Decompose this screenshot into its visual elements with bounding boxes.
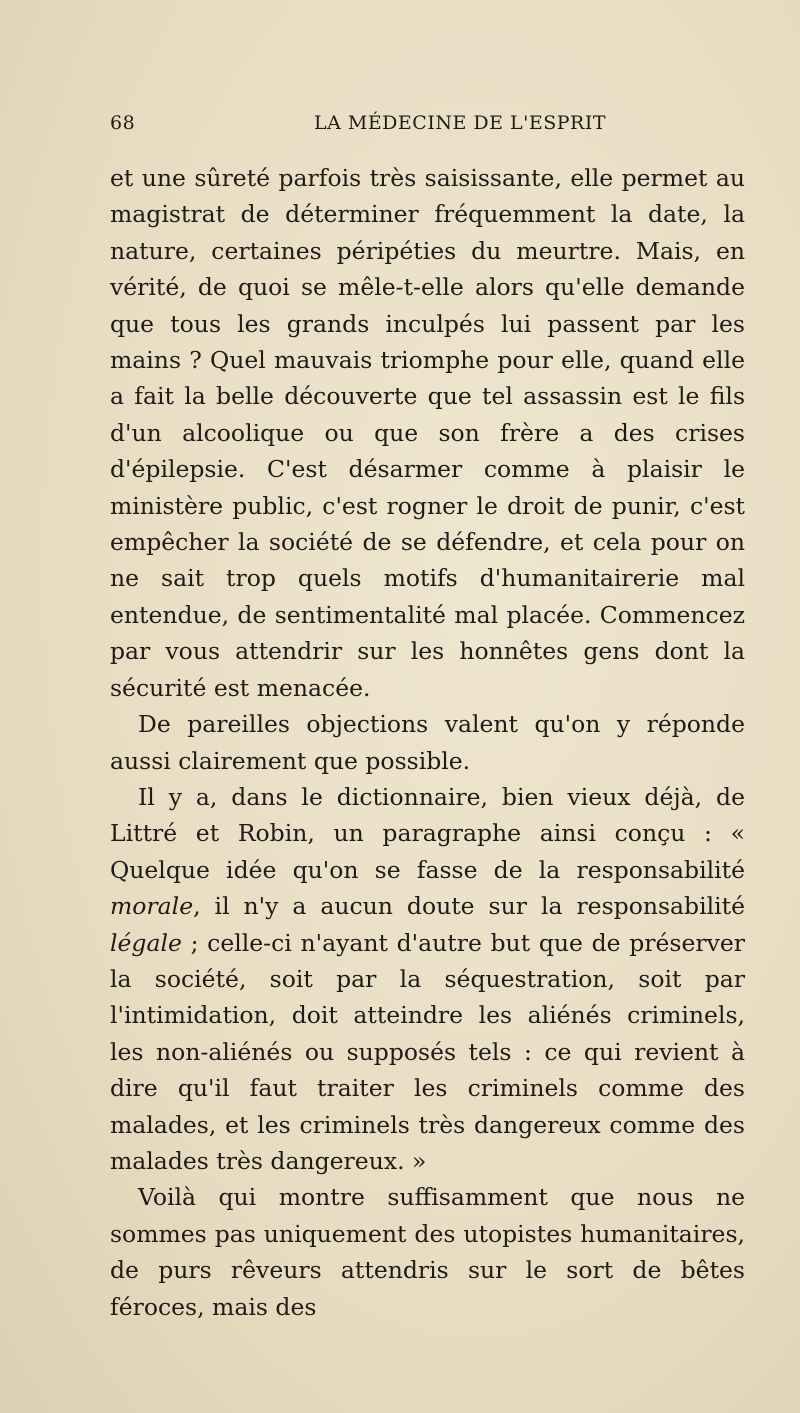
- paragraph-3-part-2: , il n'y a aucun doute sur la responsabilité: [193, 892, 745, 921]
- paragraph-4: Voilà qui montre suffisamment que nous ne sommes pas uniquement des utopistes humanitaires, de purs rêveurs attendris sur le sort de bêtes féroces, mais des: [110, 1183, 745, 1321]
- italic-word-legale: légale: [110, 928, 182, 957]
- page-header: [110, 112, 750, 142]
- running-title: LA MÉDECINE DE L'ESPRIT: [313, 112, 607, 134]
- italic-word-morale: morale: [110, 892, 194, 921]
- paragraph-3: [110, 779, 745, 1179]
- paragraph-1: et une sûreté parfois très saisissante, elle permet au magistrat de déterminer fréquemment la date, la nature, certaines péripéties du meurtre. Mais, en vérité, de quoi se mêle-t-elle alors qu'elle demande que tous les grands inculpés lui passent par les mains ? Quel mauvais triomphe pour elle, quand elle a fait la belle découverte que tel assassin est le fils d'un alcoolique ou que son frère a des crises d'épilepsie. C'est désarmer comme à plaisir le ministère public, c'est rogner le droit de punir, c'est empêcher la société de se défendre, et cela pour on ne sait trop quels motifs d'humanitairerie mal entendue, de sentimentalité mal placée. Commencez par vous attendrir sur les honnêtes gens dont la sécurité est menacée.: [110, 164, 745, 702]
- paragraph-2: De pareilles objections valent qu'on y réponde aussi clairement que possible.: [110, 710, 745, 775]
- paragraph-3-part-3: ; celle-ci n'ayant d'autre but que de préserver la société, soit par la séquestration, soit par l'intimidation, doit atteindre les aliénés criminels, les non-aliénés ou supposés tels : ce qui revient à dire qu'il faut traiter les criminels comme des malades, et les criminels très dangereux comme des malades très dangereux. »: [110, 928, 745, 1175]
- paragraph-3-part-1: Il y a, dans le dictionnaire, bien vieux déjà, de Littré et Robin, un paragraphe ainsi conçu : « Quelque idée qu'on se fasse de la responsabilité: [110, 782, 745, 884]
- body-text: [110, 160, 745, 1325]
- page-number: 68: [110, 112, 136, 134]
